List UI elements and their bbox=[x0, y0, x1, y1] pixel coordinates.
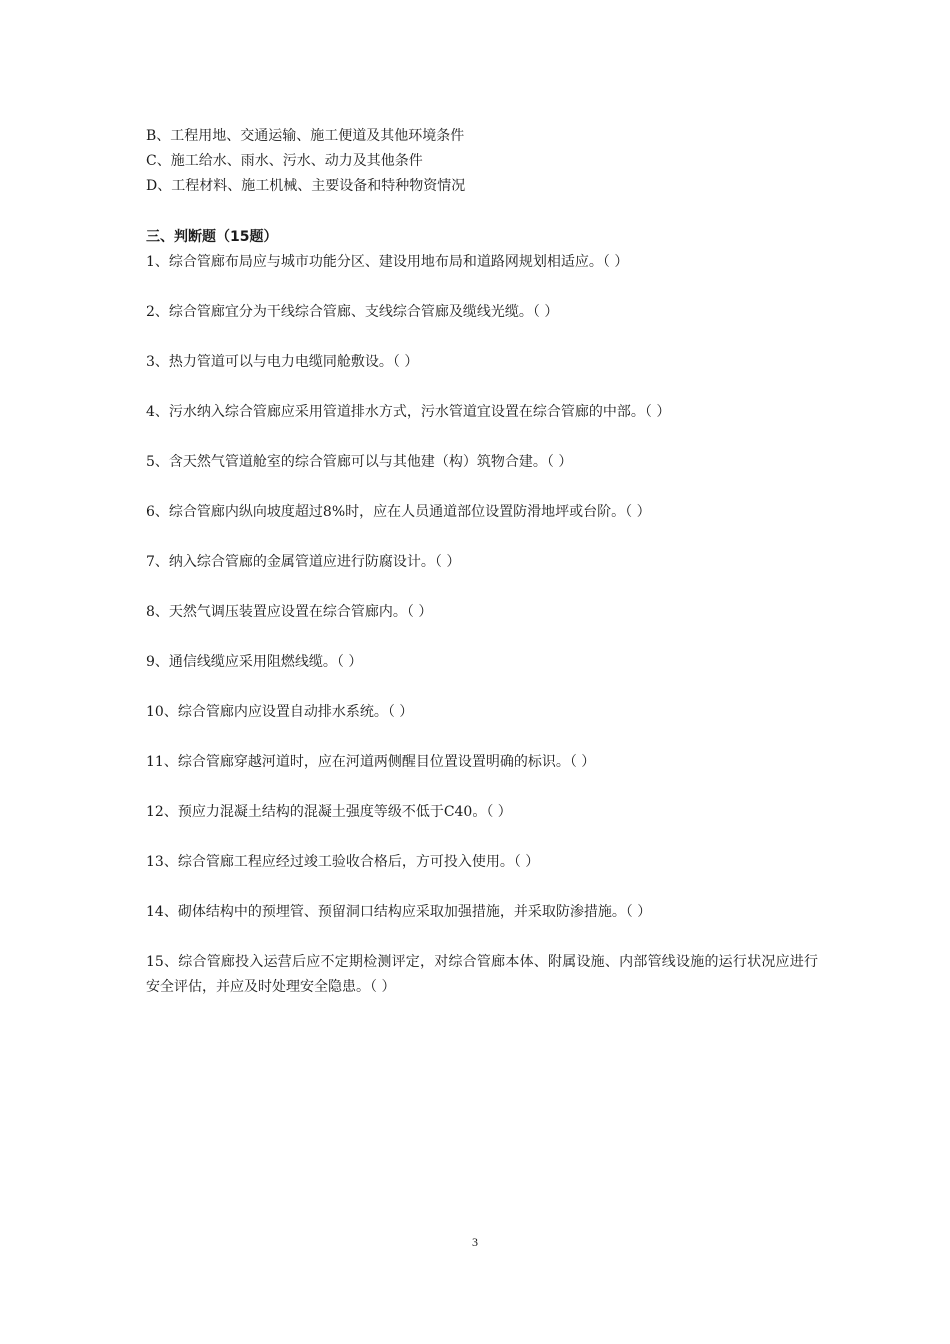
page-number: 3 bbox=[472, 1235, 478, 1249]
question-item: 10、综合管廊内应设置自动排水系统。（ ） bbox=[146, 704, 414, 720]
choice-options bbox=[146, 124, 826, 199]
question-item: 5、含天然气管道舱室的综合管廊可以与其他建（构）筑物合建。（ ） bbox=[146, 454, 573, 470]
question-item: 13、综合管廊工程应经过竣工验收合格后，方可投入使用。（ ） bbox=[146, 854, 540, 870]
question-item: 11、综合管廊穿越河道时，应在河道两侧醒目位置设置明确的标识。（ ） bbox=[146, 754, 596, 770]
question-item: 12、预应力混凝土结构的混凝土强度等级不低于C40。（ ） bbox=[146, 804, 512, 820]
question-item: 15、综合管廊投入运营后应不定期检测评定，对综合管廊本体、附属设施、内部管线设施的运行状况应进行安全评估，并应及时处理安全隐患。（ ） bbox=[146, 954, 818, 995]
section-heading: 三、判断题（15题） bbox=[146, 229, 278, 245]
question-item: 1、综合管廊布局应与城市功能分区、建设用地布局和道路网规划相适应。（ ） bbox=[146, 254, 629, 270]
question-item: 14、砌体结构中的预埋管、预留洞口结构应采取加强措施，并采取防渗措施。（ ） bbox=[146, 904, 652, 920]
option-d: D、工程材料、施工机械、主要设备和特种物资情况 bbox=[146, 178, 466, 194]
question-item: 8、天然气调压装置应设置在综合管廊内。（ ） bbox=[146, 604, 433, 620]
option-c: C、施工给水、雨水、污水、动力及其他条件 bbox=[146, 153, 423, 169]
question-item: 6、综合管廊内纵向坡度超过8%时，应在人员通道部位设置防滑地坪或台阶。（ ） bbox=[146, 504, 651, 520]
question-item: 2、综合管廊宜分为干线综合管廊、支线综合管廊及缆线光缆。（ ） bbox=[146, 304, 559, 320]
question-list bbox=[146, 250, 818, 1026]
option-b: B、工程用地、交通运输、施工便道及其他环境条件 bbox=[146, 128, 465, 144]
question-item: 7、纳入综合管廊的金属管道应进行防腐设计。（ ） bbox=[146, 554, 461, 570]
question-item: 9、通信线缆应采用阻燃线缆。（ ） bbox=[146, 654, 363, 670]
question-item: 4、污水纳入综合管廊应采用管道排水方式，污水管道宜设置在综合管廊的中部。（ ） bbox=[146, 404, 671, 420]
question-item: 3、热力管道可以与电力电缆同舱敷设。（ ） bbox=[146, 354, 419, 370]
